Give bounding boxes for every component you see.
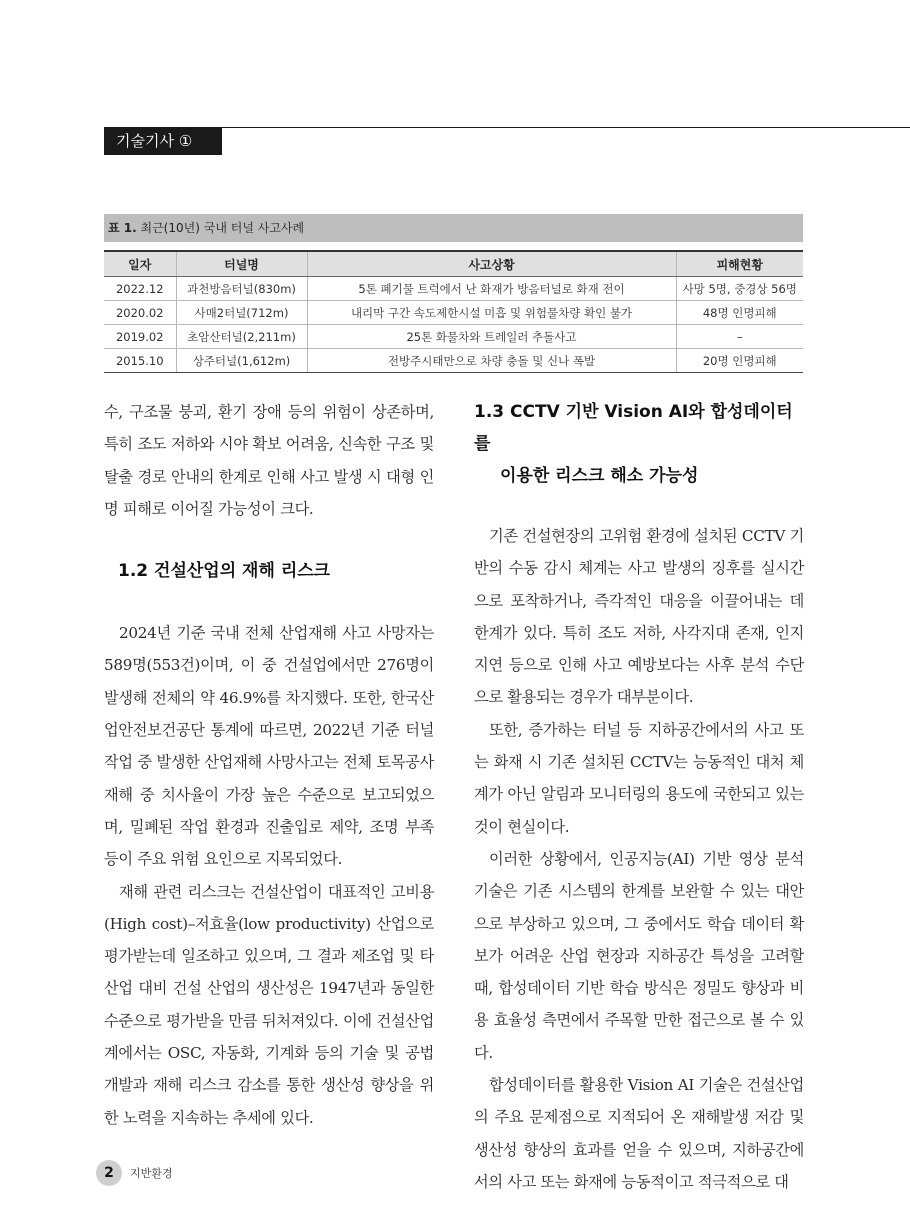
left-paragraph-1: 수, 구조물 붕괴, 환기 장애 등의 위험이 상존하며, 특히 조도 저하와 시야 확보 어려움, 신속한 구조 및 탈출 경로 안내의 한계로 인해 사고 발생 시 대형 인명 피해로 이어질 가능성이 크다. (104, 403, 434, 518)
header-situation: 사고상황 (307, 251, 676, 277)
table-row (104, 301, 803, 325)
cell-tunnel: 상주터널(1,612m) (176, 349, 307, 373)
table-row (104, 349, 803, 373)
heading-line-2: 이용한 리스크 해소 가능성 (500, 466, 699, 486)
right-paragraph-3: 이러한 상황에서, 인공지능(AI) 기반 영상 분석 기술은 기존 시스템의 한계를 보완할 수 있는 대안으로 부상하고 있으며, 그 중에서도 학습 데이터 확보가 어려운 산업 현장과 지하공간 특성을 고려할 때, 합성데이터 기반 학습 방식은 정밀도 향상과 비용 효율성 측면에서 주목할 만한 접근으로 볼 수 있다. (474, 849, 804, 1062)
journal-name: 지반환경 (130, 1167, 173, 1180)
header-tunnel: 터널명 (176, 251, 307, 277)
table-caption-number: 표 1. (108, 221, 137, 235)
left-paragraph-2: 2024년 기준 국내 전체 산업재해 사고 사망자는 589명(553건)이며, 이 중 건설업에서만 276명이 발생해 전체의 약 46.9%를 차지했다. 또한, 한국산업안전보건공단 통계에 따르면, 2022년 기준 터널 작업 중 발생한 산업재해 사망사고는 전체 토목공사 재해 중 치사율이 가장 높은 수준으로 보고되었으며, 밀폐된 작업 환경과 진출입로 제약, 조명 부족 등이 주요 위험 요인으로 지목되었다. (104, 624, 434, 869)
section-tag: 기술기사 ① (104, 127, 222, 155)
right-paragraph-4: 합성데이터를 활용한 Vision AI 기술은 건설산업의 주요 문제점으로 지적되어 온 재해발생 저감 및 생산성 향상의 효과를 얻을 수 있으며, 지하공간에서의 사고 또는 화재에 능동적이고 적극적으로 대 (474, 1076, 804, 1191)
right-paragraph-2: 또한, 증가하는 터널 등 지하공간에서의 사고 또는 화재 시 기존 설치된 CCTV는 능동적인 대처 체계가 아닌 알림과 모니터링의 용도에 국한되고 있는 것이 현실이다. (474, 720, 804, 836)
left-paragraph-3: 재해 관련 리스크는 건설산업이 대표적인 고비용(High cost)–저효율(low productivity) 산업으로 평가받는데 일조하고 있으며, 그 결과 제조업 및 타 산업 대비 건설 산업의 생산성은 1947년과 동일한 수준으로 평가받을 만큼 뒤처져있다. 이에 건설산업계에서는 OSC, 자동화, 기계화 등의 기술 및 공법 개발과 재해 리스크 감소를 통한 생산성 향상을 위한 노력을 지속하는 추세에 있다. (104, 882, 434, 1127)
cell-damage: 48명 인명피해 (676, 301, 803, 325)
cell-date: 2019.02 (104, 325, 176, 349)
accident-table (104, 250, 803, 373)
section-header (104, 127, 910, 155)
cell-damage: 20명 인명피해 (676, 349, 803, 373)
table-caption (104, 214, 803, 242)
cell-date: 2015.10 (104, 349, 176, 373)
accident-table-block (104, 214, 803, 373)
cell-situation: 5톤 폐기물 트럭에서 난 화재가 방음터널로 화재 전이 (307, 277, 676, 301)
left-column (104, 396, 434, 1134)
cell-situation: 25톤 화물차와 트레일러 추돌사고 (307, 325, 676, 349)
section-rule (222, 127, 910, 128)
cell-damage: 사망 5명, 중경상 56명 (676, 277, 803, 301)
header-damage: 피해현황 (676, 251, 803, 277)
table-header-row (104, 251, 803, 277)
cell-situation: 내리막 구간 속도제한시설 미흡 및 위험물차량 확인 불가 (307, 301, 676, 325)
right-paragraph-1: 기존 건설현장의 고위험 환경에 설치된 CCTV 기반의 수동 감시 체계는 사고 발생의 징후를 실시간으로 포착하거나, 즉각적인 대응을 이끌어내는 데 한계가 있다. 특히 조도 저하, 사각지대 존재, 인지 지연 등으로 인해 사고 예방보다는 사후 분석 수단으로 활용되는 경우가 대부분이다. (474, 527, 804, 707)
cell-date: 2020.02 (104, 301, 176, 325)
cell-tunnel: 과천방음터널(830m) (176, 277, 307, 301)
section-heading-1-3 (474, 396, 804, 492)
table-row (104, 277, 803, 301)
cell-tunnel: 사매2터널(712m) (176, 301, 307, 325)
page-number: 2 (96, 1160, 122, 1186)
table-caption-text: 최근(10년) 국내 터널 사고사례 (136, 221, 305, 235)
header-date: 일자 (104, 251, 176, 277)
table-row (104, 325, 803, 349)
right-column (474, 396, 804, 1198)
cell-damage: – (676, 325, 803, 349)
cell-situation: 전방주시태만으로 차량 충돌 및 신나 폭발 (307, 349, 676, 373)
cell-date: 2022.12 (104, 277, 176, 301)
section-heading-1-2: 1.2 건설산업의 재해 리스크 (118, 561, 331, 582)
cell-tunnel: 초암산터널(2,211m) (176, 325, 307, 349)
heading-line-1: 1.3 CCTV 기반 Vision AI와 합성데이터를 (474, 402, 793, 454)
